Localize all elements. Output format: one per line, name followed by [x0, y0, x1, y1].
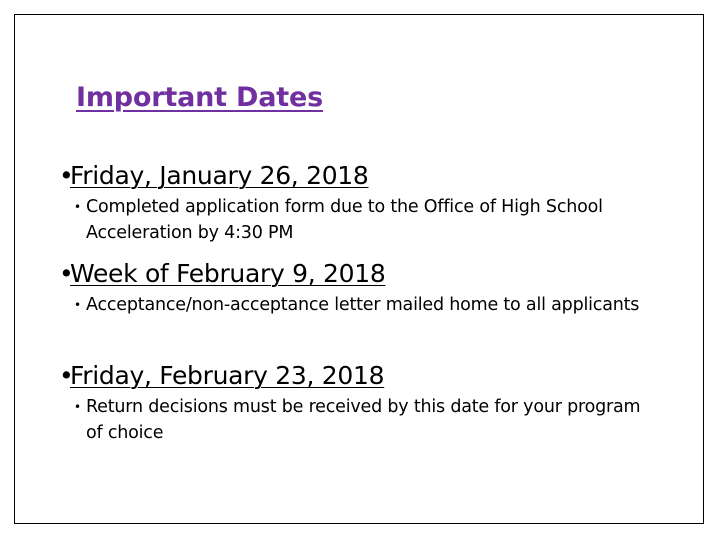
date-item-3 — [56, 360, 656, 446]
date-heading — [56, 360, 656, 392]
date-heading-text: Friday, January 26, 2018 — [70, 161, 369, 190]
date-item-2 — [56, 258, 656, 318]
slide-title: Important Dates — [76, 82, 323, 113]
date-detail — [56, 292, 656, 318]
bullet-icon: • — [59, 161, 74, 190]
date-detail — [56, 394, 656, 446]
date-heading — [56, 160, 656, 192]
bullet-icon: • — [74, 200, 81, 214]
date-item-1 — [56, 160, 656, 246]
bullet-icon: • — [74, 400, 81, 414]
date-heading-text: Week of February 9, 2018 — [70, 259, 386, 288]
date-detail-text: Completed application form due to the Office of High School Acceleration by 4:30 PM — [86, 197, 603, 243]
date-detail-text: Acceptance/non-acceptance letter mailed home to all applicants — [86, 295, 640, 315]
date-heading — [56, 258, 656, 290]
date-detail — [56, 194, 656, 246]
date-detail-text: Return decisions must be received by this date for your program of choice — [86, 397, 641, 443]
bullet-icon: • — [74, 298, 81, 312]
bullet-icon: • — [59, 259, 74, 288]
bullet-icon: • — [59, 361, 74, 390]
date-heading-text: Friday, February 23, 2018 — [70, 361, 385, 390]
